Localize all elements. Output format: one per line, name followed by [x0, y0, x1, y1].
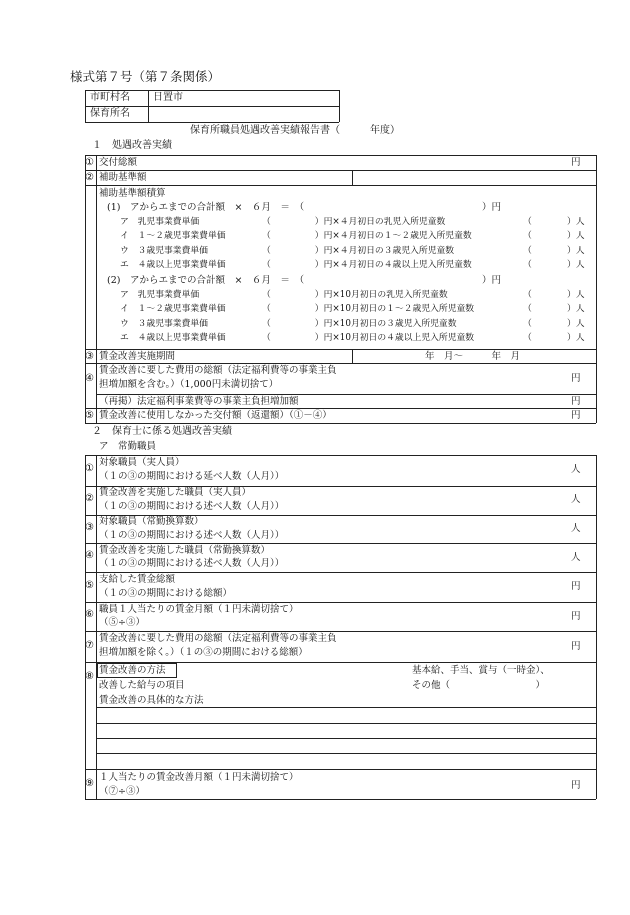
items-label: 改善した給与の項目: [99, 680, 185, 691]
s2-row-number: ⑤: [85, 580, 94, 591]
row2-label: 補助基準額: [99, 172, 147, 183]
items-value-line1[interactable]: 基本給、手当、賞与（一時金）、: [412, 665, 550, 676]
items-value-line2[interactable]: その他（ ）: [412, 680, 546, 691]
calc-p2-item-mid: （ ）円×10月初日の乳児入所児童数: [262, 290, 448, 300]
s2-row-line1: 支給した賃金総額: [99, 574, 176, 585]
s2-row-unit: 円: [571, 641, 581, 652]
s2-row-line2: （⑤÷③）: [99, 617, 145, 628]
s2-row-unit: 人: [571, 552, 581, 563]
calc-title: 補助基準額積算: [99, 188, 166, 199]
s2-row-unit: 人: [571, 523, 581, 534]
calc-p2-item-label: イ １～２歳児事業費単価: [120, 304, 226, 314]
s2-row-number: ⑥: [85, 609, 94, 620]
report-title: 保育所職員処遇改善実績報告書（ 年度）: [190, 125, 400, 136]
s2-row-line1: 対象職員（常勤換算数）: [99, 516, 204, 527]
calc-p1-item-label: エ ４歳以上児事業費単価: [120, 260, 226, 270]
s2-row-line2: （１の③の期間における述べ人数（人月））: [99, 558, 285, 569]
row2-number: ②: [85, 172, 94, 183]
s2-row9-unit: 円: [571, 780, 581, 791]
s2-row-unit: 人: [571, 464, 581, 475]
row4b-unit: 円: [571, 396, 581, 407]
s2-row-line2: （１の③の期間における述べ人数（人月））: [99, 530, 285, 541]
calc-p2-item-label: ア 乳児事業費単価: [120, 290, 200, 300]
row5-unit: 円: [571, 410, 581, 421]
s2-row-line1: 職員１人当たりの賃金月額（１円未満切捨て）: [99, 604, 299, 615]
calc-p2-item-mid: （ ）円×10月初日の３歳児入所児童数: [262, 319, 457, 329]
s2-row-number: ①: [85, 463, 94, 474]
calc-p1-item-end: （ ）人: [523, 217, 585, 227]
calc-p1-item-end: （ ）人: [523, 246, 585, 256]
row1-number: ①: [85, 157, 94, 168]
calc-p1-item-label: ア 乳児事業費単価: [120, 217, 200, 227]
s2-row-line1: 賃金改善を実施した職員（実人員）: [99, 487, 252, 498]
s2-row-line2: （１の③の期間における述べ人数（人月））: [99, 501, 285, 512]
row3-label: 賃金改善実施期間: [99, 351, 176, 362]
s2-row-line1: 対象職員（実人員）: [99, 457, 185, 468]
s2-row-number: ⑦: [85, 640, 94, 651]
calc-p2-item-label: エ ４歳以上児事業費単価: [120, 333, 226, 343]
row1-unit: 円: [571, 157, 581, 168]
calc-p1-item-end: （ ）人: [523, 231, 585, 241]
row1-label: 交付総額: [99, 157, 138, 168]
calc-p2-head: (2) アからエまでの合計額 × ６月 ＝ （: [107, 275, 305, 286]
calc-p1-item-mid: （ ）円×４月初日の１～２歳児入所児童数: [262, 231, 472, 241]
s2-row9-number: ⑨: [85, 778, 94, 789]
s2-row-number: ③: [85, 522, 94, 533]
row3-period: 年 月～ 年 月: [425, 351, 521, 362]
s2-row9-line2: （⑦÷③）: [99, 786, 145, 797]
calc-p1-item-mid: （ ）円×４月初日の３歳児入所児童数: [262, 246, 455, 256]
calc-p2-item-end: （ ）人: [523, 304, 585, 314]
row3-number: ③: [85, 351, 94, 362]
s2-row-number: ②: [85, 493, 94, 504]
s2-row-line1: 賃金改善を実施した職員（常勤換算数）: [99, 545, 271, 556]
calc-p1-item-end: （ ）人: [523, 260, 585, 270]
row4-number: ④: [85, 373, 94, 384]
s2-row-number: ④: [85, 550, 94, 561]
s2-row-line2: （１の③の期間における総額）: [99, 588, 233, 599]
calc-p2-item-mid: （ ）円×10月初日の１～２歳児入所児童数: [262, 304, 475, 314]
calc-p2-item-end: （ ）人: [523, 333, 585, 343]
row5-label: 賃金改善に使用しなかった交付額（返還額）（①－④）: [99, 410, 332, 421]
row4b-label: （再掲）法定福利事業費等の事業主負担増加額: [99, 396, 299, 407]
s2-row-line2: 担増加額を除く。）（１の③の期間における総額）: [99, 647, 308, 658]
calc-p2-item-mid: （ ）円×10月初日の４歳以上児入所児童数: [262, 333, 475, 343]
s2-row-unit: 円: [571, 611, 581, 622]
s2-row-unit: 円: [571, 581, 581, 592]
section2-subheading: ア 常勤職員: [99, 441, 157, 452]
s2-row-unit: 人: [571, 494, 581, 505]
section2-heading: ２ 保育士に係る処遇改善実績: [92, 426, 232, 437]
calc-p1-item-label: イ １～２歳児事業費単価: [120, 231, 226, 241]
calc-p2-item-end: （ ）人: [523, 290, 585, 300]
detail-label: 賃金改善の具体的な方法: [99, 695, 204, 706]
calc-p1-tail: ）円: [482, 202, 502, 213]
row4-unit: 円: [571, 373, 581, 384]
municipality-value[interactable]: 日置市: [153, 92, 183, 103]
calc-p1-item-mid: （ ）円×４月初日の乳児入所児童数: [262, 217, 446, 227]
facility-label: 保育所名: [90, 108, 130, 119]
method-label: 賃金改善の方法: [99, 665, 166, 676]
municipality-label: 市町村名: [90, 92, 130, 103]
s2-row-line2: （１の③の期間における延べ人数（人月））: [99, 471, 285, 482]
s2-row8-number: ⑧: [85, 671, 94, 682]
calc-p1-item-label: ウ ３歳児事業費単価: [120, 246, 208, 256]
calc-p1-item-mid: （ ）円×４月初日の４歳以上児入所児童数: [262, 260, 472, 270]
row4-line2: 担増加額を含む。）（1,000円未満切捨て）: [99, 379, 279, 390]
row5-number: ⑤: [85, 410, 94, 421]
section1-heading: １ 処遇改善実績: [92, 140, 172, 151]
calc-p2-item-label: ウ ３歳児事業費単価: [120, 319, 208, 329]
form-title: 様式第７号（第７条関係）: [70, 69, 221, 84]
s2-row-line1: 賃金改善に要した費用の総額（法定福利費等の事業主負: [99, 633, 337, 644]
calc-p2-item-end: （ ）人: [523, 319, 585, 329]
s2-row9-line1: １人当たりの賃金改善月額（１円未満切捨て）: [99, 772, 299, 783]
calc-p2-tail: ）円: [482, 275, 502, 286]
calc-p1-head: (1) アからエまでの合計額 × ６月 ＝ （: [107, 202, 305, 213]
row4-line1: 賃金改善に要した費用の総額（法定福利費等の事業主負: [99, 365, 337, 376]
